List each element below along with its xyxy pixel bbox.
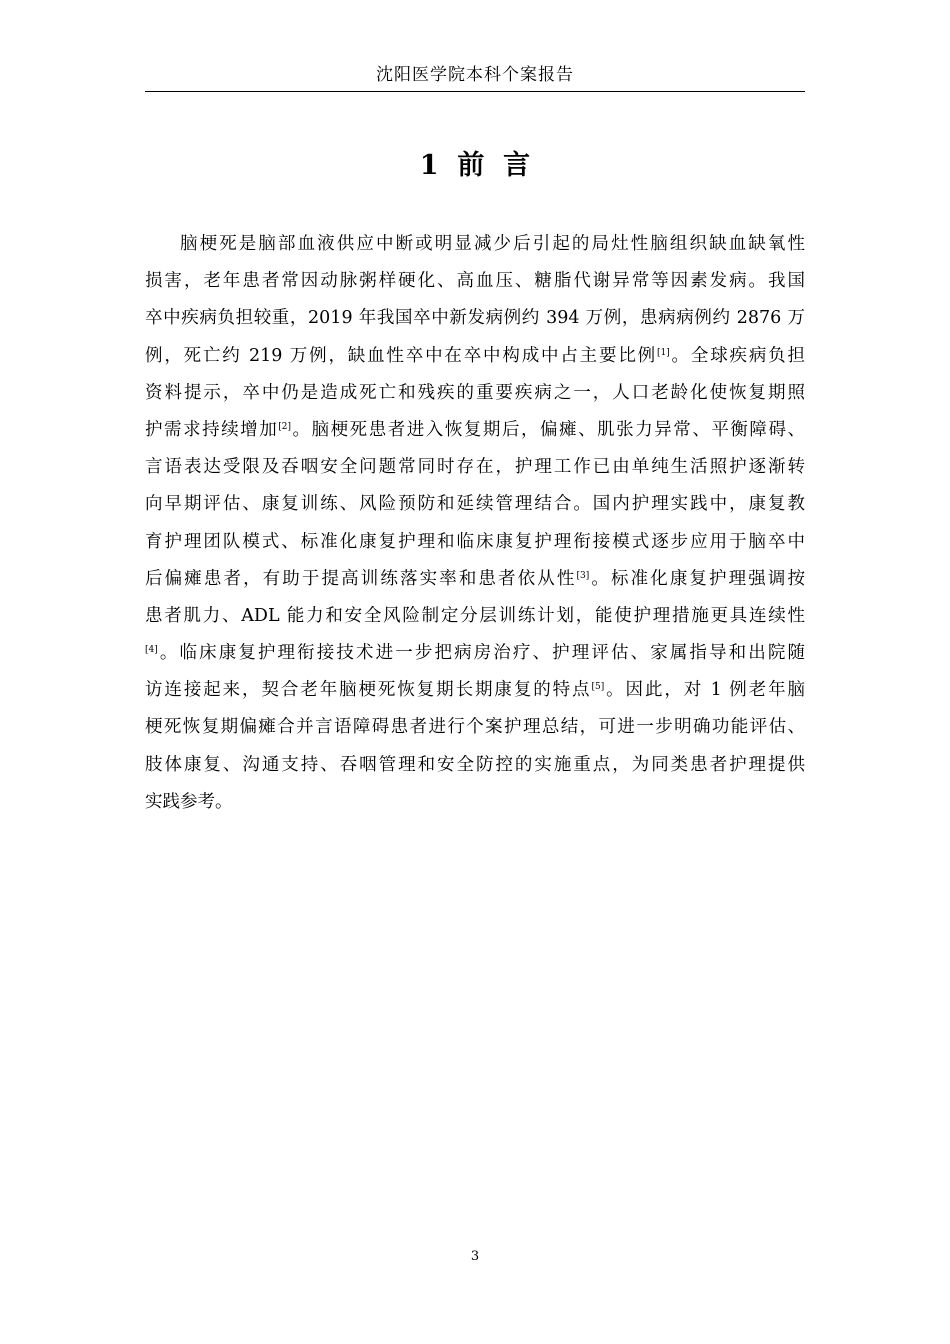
- section-title: 1 前 言: [419, 150, 531, 181]
- paragraph-line: 卒中疾病负担较重，2019 年我国卒中新发病例约 394 万例，患病病例约 2876 万: [145, 308, 805, 329]
- header-divider: [145, 91, 805, 92]
- paragraph-line: 访连接起来，契合老年脑梗死恢复期长期康复的特点[5]。因此，对 1 例老年脑: [145, 680, 806, 701]
- paragraph-line: 脑梗死是脑部血液供应中断或明显减少后引起的局灶性脑组织缺血缺氧性: [180, 234, 805, 254]
- citation-marker: [1]: [656, 347, 670, 358]
- paragraph-line: 后偏瘫患者，有助于提高训练落实率和患者依从性[3]。标准化康复护理强调按: [145, 568, 805, 589]
- paragraph-line: [4]。临床康复护理衔接技术进一步把病房治疗、护理评估、家属指导和出院随: [145, 643, 805, 664]
- page-number: 3: [470, 1249, 480, 1264]
- paragraph-line: 资料提示，卒中仍是造成死亡和残疾的重要疾病之一，人口老龄化使恢复期照: [145, 382, 805, 403]
- paragraph-line: 梗死恢复期偏瘫合并言语障碍患者进行个案护理总结，可进一步明确功能评估、: [145, 717, 805, 738]
- citation-marker: [3]: [576, 570, 590, 581]
- citation-marker: [5]: [591, 682, 605, 693]
- paragraph-line: 损害，老年患者常因动脉粥样硬化、高血压、糖脂代谢异常等因素发病。我国: [145, 271, 805, 292]
- paragraph-line: 护需求持续增加[2]。脑梗死患者进入恢复期后，偏瘫、肌张力异常、平衡障碍、: [145, 419, 806, 440]
- citation-marker: [4]: [145, 645, 158, 656]
- paragraph-line: 育护理团队模式、标准化康复护理和临床康复护理衔接模式逐步应用于脑卒中: [145, 531, 805, 552]
- paragraph-line: 患者肌力、ADL 能力和安全风险制定分层训练计划，能使护理措施更具连续性: [145, 605, 805, 626]
- running-header: 沈阳医学院本科个案报告: [376, 65, 574, 85]
- body-paragraph: [145, 226, 805, 821]
- paragraph-line: 实践参考。: [145, 791, 233, 812]
- paragraph-line: 例，死亡约 219 万例，缺血性卒中在卒中构成中占主要比例[1]。全球疾病负担: [145, 345, 806, 366]
- paragraph-line: 肢体康复、沟通支持、吞咽管理和安全防控的实施重点，为同类患者护理提供: [145, 754, 805, 775]
- citation-marker: [2]: [278, 421, 292, 432]
- paragraph-line: 言语表达受限及吞咽安全问题常同时存在，护理工作已由单纯生活照护逐渐转: [145, 457, 805, 478]
- paragraph-line: 向早期评估、康复训练、风险预防和延续管理结合。国内护理实践中，康复教: [145, 494, 805, 515]
